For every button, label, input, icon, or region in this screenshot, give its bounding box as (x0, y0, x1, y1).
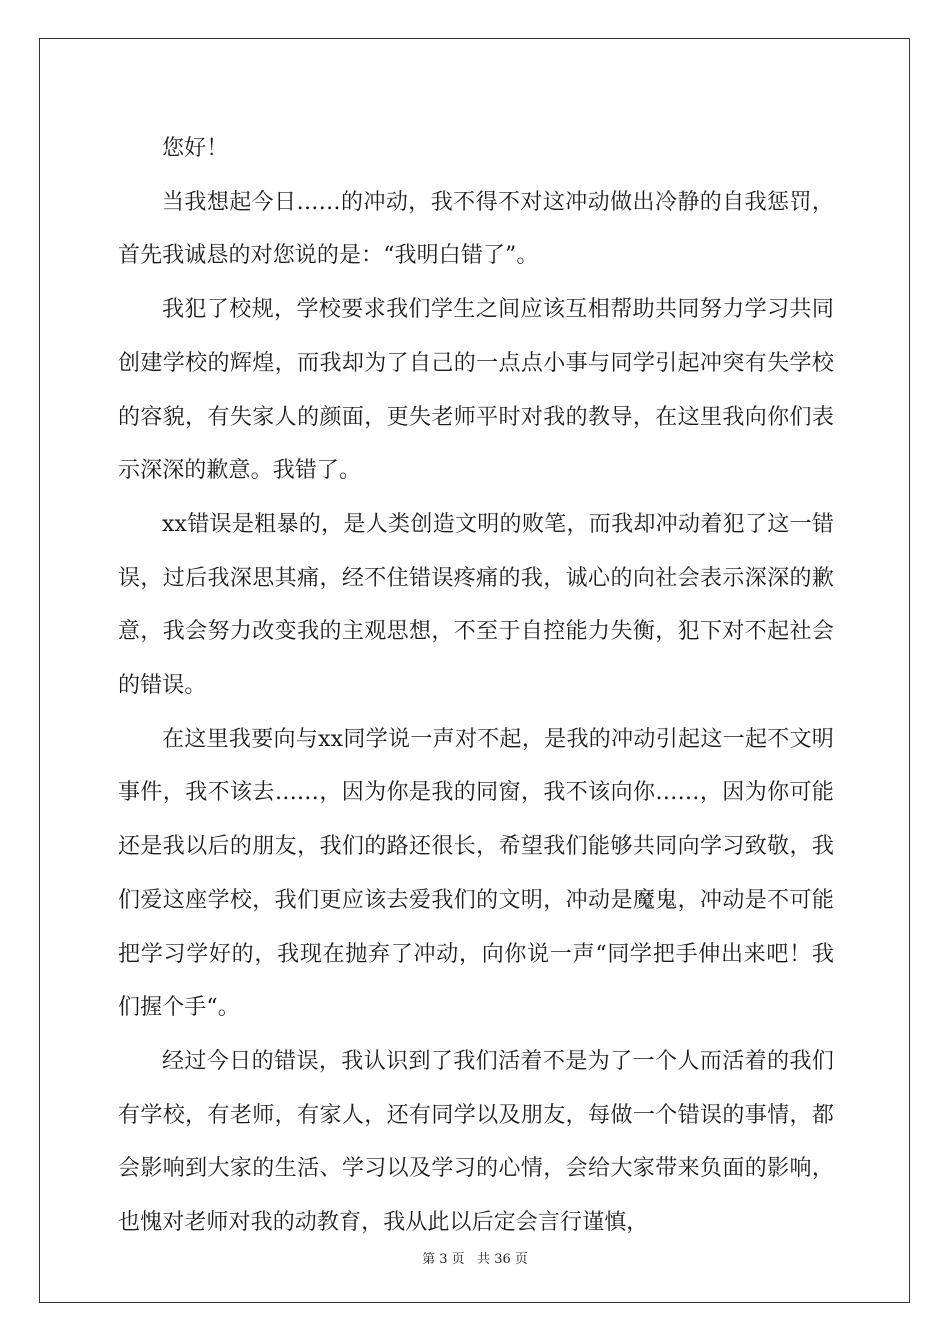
paragraph-5: 经过今日的错误，我认识到了我们活着不是为了一个人而活着的我们有学校，有老师，有家人，还有同学以及朋友，每做一个错误的事情，都会影响到大家的生活、学习以及学习的心情，会给大家带来负面的影响，也愧对老师对我的动教育，我从此以后定会言行谨慎， (118, 1048, 834, 1236)
greeting: 您好！ (162, 136, 229, 161)
page-number-footer: 第 3 页 共 36 页 (422, 1252, 528, 1267)
letter-body (118, 122, 834, 1250)
paragraph-4: 在这里我要向与xx同学说一声对不起，是我的冲动引起这一起不文明事件，我不该去……，因为你是我的同窗，我不该向你……，因为你可能还是我以后的朋友，我们的路还很长，希望我们能够共同向学习致敬，我们爱这座学校，我们更应该去爱我们的文明，冲动是魔鬼，冲动是不可能把学习学好的，我现在抛弃了冲动，向你说一声“同学把手伸出来吧！我们握个手“。 (118, 726, 834, 1021)
paragraph-2: 我犯了校规，学校要求我们学生之间应该互相帮助共同努力学习共同创建学校的辉煌，而我却为了自己的一点点小事与同学引起冲突有失学校的容貌，有失家人的颜面，更失老师平时对我的教导，在这里我向你们表示深深的歉意。我错了。 (118, 297, 834, 484)
paragraph-3: xx错误是粗暴的，是人类创造文明的败笔，而我却冲动着犯了这一错误，过后我深思其痛，经不住错误疼痛的我，诚心的向社会表示深深的歉意，我会努力改变我的主观思想，不至于自控能力失衡，犯下对不起社会的错误。 (118, 511, 834, 699)
paragraph-1: 当我想起今日……的冲动，我不得不对这冲动做出冷静的自我惩罚，首先我诚恳的对您说的是：“我明白错了”。 (118, 189, 834, 269)
